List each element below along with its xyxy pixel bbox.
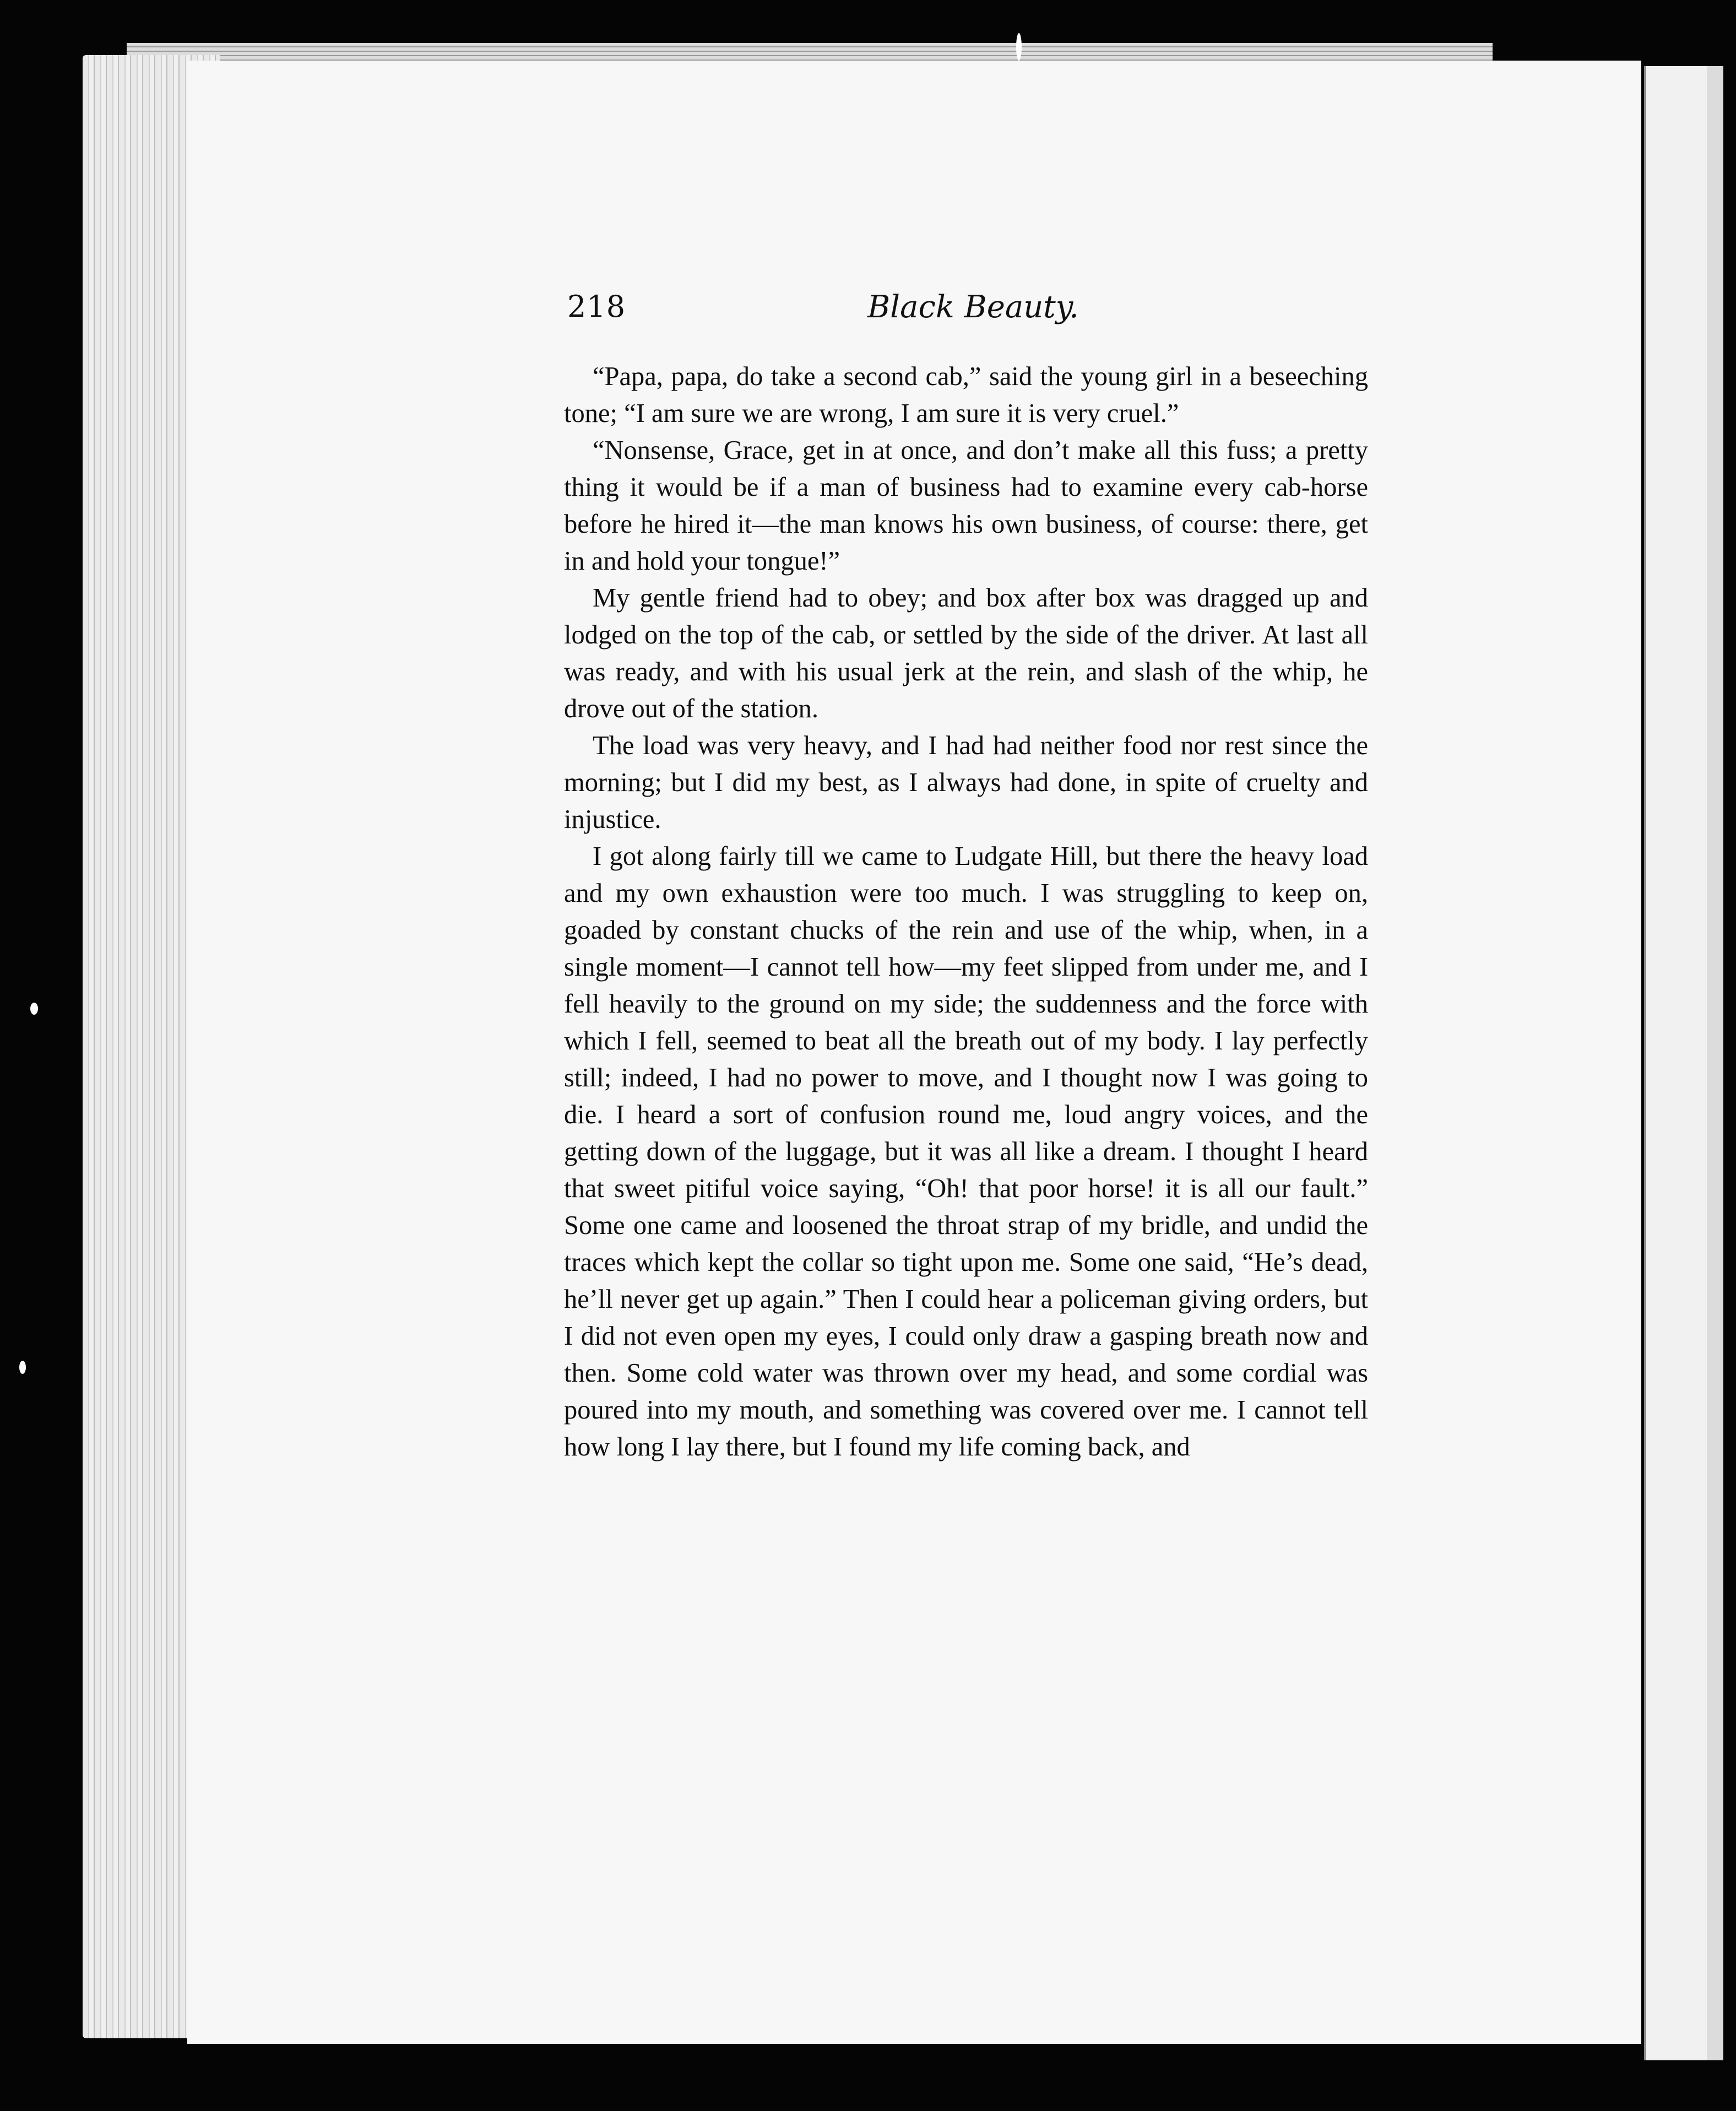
dust-speck bbox=[19, 1361, 26, 1374]
paragraph: “Nonsense, Grace, get in at once, and don’t make all this fuss; a pretty thing it would be if a man of business had to examine every cab-horse before he hired it—the man knows his own business, of course: there, get in and hold your tongue!” bbox=[564, 436, 1368, 576]
paragraph: I got along fairly till we came to Ludgate Hill, but there the heavy load and my own exhaustion were too much. I was struggling to keep on, goaded by constant chucks of the rein and use of the whip, when, in a single moment—I cannot tell how—my feet slipped from under me, and I fell heavily to the ground on my side; the suddenness and the force with which I fell, seemed to beat all the breath out of my body. I lay perfectly still; indeed, I had no power to move, and I thought now I was going to die. I heard a sort of confusion round me, loud angry voices, and the getting down of the luggage, but it was all like a dream. I thought I heard that sweet pitiful voice saying, “Oh! that poor horse! it is all our fault.” Some one came and loosened the throat strap of my bridle, and undid the traces which kept the collar so tight upon me. Some one said, “He’s dead, he’ll never get up again.” Then I could hear a policeman giving orders, but I did not even open my eyes, I could only draw a gasping breath now and then. Some cold water was thrown over my head, and some cordial was poured into my mouth, and something was covered over me. I cannot tell how long I lay there, but I found my life coming back, and bbox=[564, 842, 1368, 1462]
body-text bbox=[564, 358, 1368, 1465]
running-head bbox=[567, 289, 1366, 333]
paragraph: My gentle friend had to obey; and box after box was dragged up and lodged on the top of the cab, or settled by the side of the driver. At last all was ready, and with his usual jerk at the rein, and slash of the whip, he drove out of the station. bbox=[564, 583, 1368, 723]
dust-speck bbox=[1016, 33, 1022, 61]
paragraph: The load was very heavy, and I had had neither food nor rest since the morning; but I did my best, as I always had done, in spite of cruelty and injustice. bbox=[564, 731, 1368, 834]
dust-speck bbox=[30, 1003, 38, 1015]
page-number: 218 bbox=[567, 289, 626, 324]
facing-page-edge bbox=[1644, 66, 1723, 2060]
running-title: Black Beauty. bbox=[867, 289, 1079, 325]
paragraph: “Papa, papa, do take a second cab,” said the young girl in a beseeching tone; “I am sure we are wrong, I am sure it is very cruel.” bbox=[564, 362, 1368, 428]
